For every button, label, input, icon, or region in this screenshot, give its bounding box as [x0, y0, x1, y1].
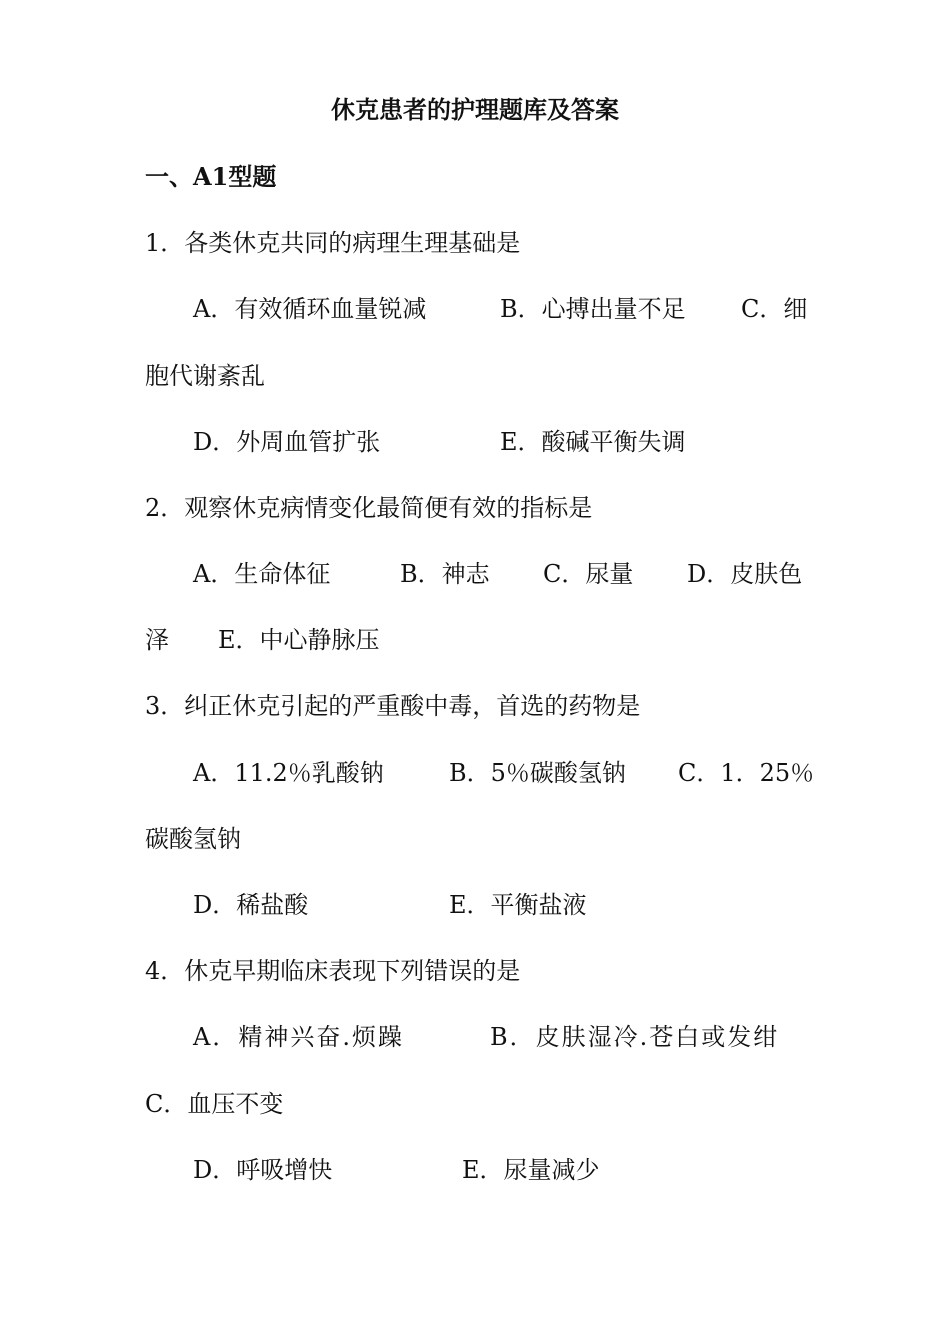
question-4-stem: 4．休克早期临床表现下列错误的是	[145, 957, 521, 985]
question-2-option-c: C．尿量	[543, 560, 634, 588]
question-4-option-e: E．尿量减少	[462, 1156, 600, 1184]
question-2-option-a: A．生命体征	[193, 560, 331, 588]
question-1-option-b: B．心搏出量不足	[500, 295, 686, 323]
question-4-option-c: C．血压不变	[145, 1090, 284, 1118]
question-3-option-c: C．1．25％	[678, 759, 815, 787]
question-1-option-a: A．有效循环血量锐减	[193, 295, 427, 323]
question-2-option-b: B．神志	[400, 560, 490, 588]
question-3-stem: 3．纠正休克引起的严重酸中毒，首选的药物是	[145, 692, 641, 720]
question-2-stem: 2．观察休克病情变化最简便有效的指标是	[145, 494, 593, 522]
question-1-option-d: D．外周血管扩张	[193, 428, 381, 456]
question-3-option-d: D．稀盐酸	[193, 891, 309, 919]
question-1-option-e: E．酸碱平衡失调	[500, 428, 686, 456]
question-2-option-d: D．皮肤色	[687, 560, 803, 588]
question-3-option-a: A．11.2％乳酸钠	[193, 759, 384, 787]
document-title: 休克患者的护理题库及答案	[331, 95, 619, 124]
question-1-option-c: C．细	[741, 295, 808, 323]
question-4-option-d: D．呼吸增快	[193, 1156, 333, 1184]
question-3-option-b: B．5％碳酸氢钠	[449, 759, 626, 787]
question-4-option-b: B．皮肤湿冷.苍白或发绀	[490, 1023, 780, 1051]
section-heading: 一、A1型题	[145, 162, 277, 191]
question-2-option-e: E．中心静脉压	[218, 626, 380, 654]
question-3-option-e: E．平衡盐液	[449, 891, 587, 919]
question-1-option-c-wrap: 胞代谢紊乱	[145, 362, 265, 390]
question-2-option-d-wrap: 泽	[145, 626, 169, 654]
question-3-option-c-wrap: 碳酸氢钠	[145, 825, 241, 853]
question-4-option-a: A．精神兴奋.烦躁	[193, 1023, 404, 1051]
question-1-stem: 1．各类休克共同的病理生理基础是	[145, 229, 521, 257]
